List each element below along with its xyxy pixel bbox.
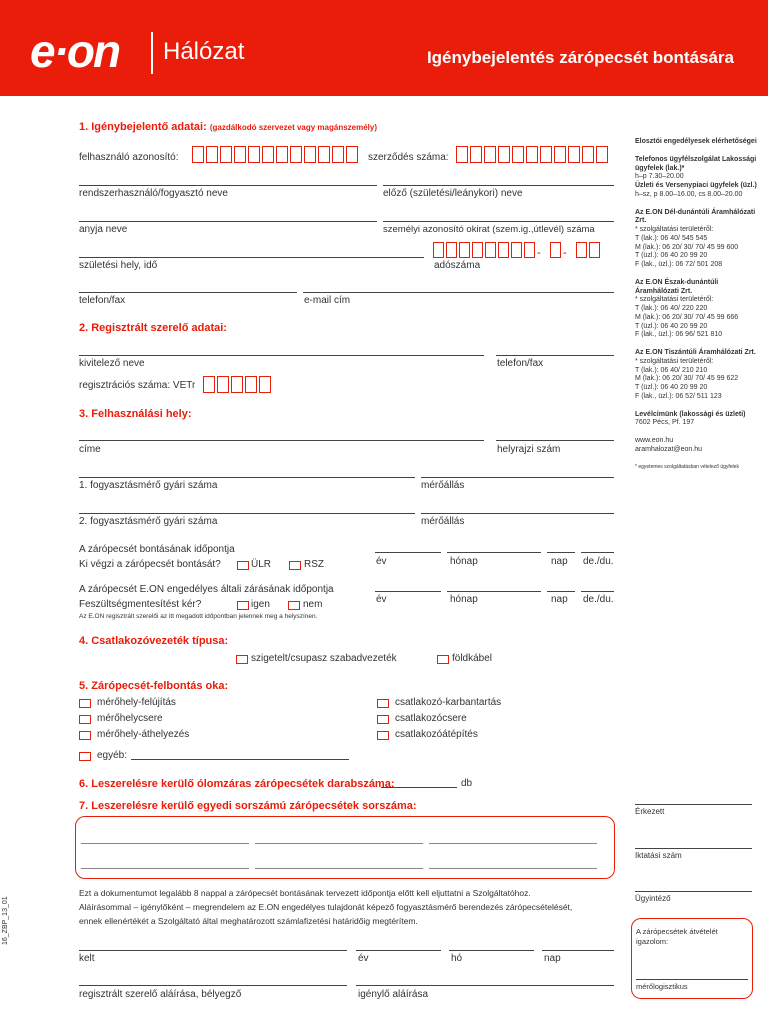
id-document-label: személyi azonosító okirat (szem.ig.,útlevél) száma [383, 224, 595, 235]
email-link[interactable]: aramhalozat@eon.hu [635, 445, 703, 453]
contractor-phone-field[interactable] [496, 355, 614, 356]
phone-fax-label: telefon/fax [79, 295, 126, 306]
meter2-reading-field[interactable] [421, 513, 614, 514]
section7-title: 7. Leszerelésre kerülő egyedi sorszámú zárópecsétek sorszáma: [79, 800, 417, 812]
meter-relocation-checkbox[interactable] [79, 731, 91, 740]
meter2-serial-label: 2. fogyasztásmérő gyári száma [79, 516, 218, 527]
closing-month-label: hónap [450, 594, 478, 605]
meter-relocation-label: mérőhely-áthelyezés [97, 729, 190, 740]
opening-month-field[interactable] [447, 552, 541, 553]
conn-maintenance-label: csatlakozó-karbantartás [395, 697, 502, 708]
phone-fax-field[interactable] [79, 292, 297, 293]
nw-phone: T (lak.): 06 40/ 220 220 [635, 305, 708, 312]
conn-replace-label: csatlakozócsere [395, 713, 467, 724]
meter1-reading-field[interactable] [421, 477, 614, 478]
land-registry-label: helyrajzi szám [497, 444, 561, 455]
seal-serials-box [75, 816, 615, 879]
closing-month-field[interactable] [447, 591, 541, 592]
id-document-field[interactable] [383, 221, 614, 222]
conn-rebuild-label: csatlakozóátépítés [395, 729, 478, 740]
declaration-line: Aláírásommal – igénylőként – megrendelem az E.ON engedélyes tulajdonát képező fogyasztásmérő berendezés zárópecsételését, [79, 902, 573, 912]
eon-logo: e·on [30, 25, 120, 77]
declaration-line: Ezt a dokumentumot legalább 8 nappal a zárópecsét bontásának tervezett időpontja előtt kell eljuttatni a Szolgáltatóhoz. [79, 888, 531, 898]
reg-number-label: Iktatási szám [635, 851, 682, 860]
previous-name-field[interactable] [383, 185, 614, 186]
email-label: e-mail cím [304, 295, 351, 306]
phone-service-hours: h–p 7.30–20.00 [635, 173, 684, 181]
seal-serial-field[interactable] [255, 843, 423, 844]
section3-title: 3. Felhasználási hely: [79, 408, 192, 420]
meter-renewal-label: mérőhely-felújítás [97, 697, 176, 708]
tax-number-label: adószáma [434, 260, 481, 271]
mail-title: Levélcímünk (lakossági és üzleti) [635, 410, 746, 418]
opening-year-field[interactable] [375, 552, 441, 553]
rsz-checkbox[interactable] [289, 561, 301, 570]
sw-phone: T (lak.): 06 40/ 545 545 [635, 234, 708, 242]
website-link[interactable]: www.eon.hu [635, 437, 674, 444]
previous-name-label: előző (születési/leánykori) neve [383, 188, 523, 199]
contractor-name-label: kivitelező neve [79, 358, 145, 369]
sw-mobile: M (lak.): 06 20/ 30/ 70/ 45 99 600 [635, 243, 739, 251]
underground-cable-checkbox[interactable] [437, 655, 449, 664]
tax-number-boxes[interactable]: - - [433, 242, 600, 258]
sign-year-field[interactable] [356, 950, 441, 951]
nw-mobile: M (lak.): 06 20/ 30/ 70/ 45 99 666 [635, 313, 739, 321]
closing-year-field[interactable] [375, 591, 441, 592]
user-id-label: felhasználó azonosító: [79, 152, 179, 163]
section4-title: 4. Csatlakozóvezeték típusa: [79, 635, 229, 647]
overhead-line-label: szigetelt/csupasz szabadvezeték [251, 653, 397, 664]
receipt-label: A zárópecsétek átvételét igazolom: [636, 927, 718, 946]
sidebar-footnote: * egyetemes szolgáltatásban vételező ügyfelek [635, 463, 739, 470]
section5-title: 5. Zárópecsét-felbontás oka: [79, 680, 229, 692]
voltage-yes-checkbox[interactable] [237, 601, 249, 610]
logo-divider [151, 32, 153, 74]
opening-time-label: A zárópecsét bontásának időpontja [79, 544, 235, 555]
conn-rebuild-checkbox[interactable] [377, 731, 389, 740]
clerk-field[interactable] [635, 891, 752, 892]
sw-company-title: Az E.ON Dél-dunántúli Áramhálózati Zrt. [635, 208, 756, 225]
section6-title: 6. Leszerelésre kerülő ólomzáras zárópecsétek darabszáma: [79, 778, 395, 790]
meter2-reading-label: mérőállás [421, 516, 465, 527]
sign-month-field[interactable] [449, 950, 534, 951]
date-place-label: kelt [79, 953, 95, 964]
installer-signature-label: regisztrált szerelő aláírása, bélyegző [79, 989, 242, 1000]
underground-cable-label: földkábel [452, 653, 493, 664]
meter-renewal-checkbox[interactable] [79, 699, 91, 708]
contract-number-boxes[interactable] [456, 146, 608, 163]
seal-serial-field[interactable] [255, 868, 423, 869]
opening-month-label: hónap [450, 556, 478, 567]
meter1-serial-field[interactable] [79, 477, 415, 478]
contacts-title: Elosztói engedélyesek elérhetőségei [635, 138, 757, 145]
who-opens-label: Ki végzi a zárópecsét bontását? [79, 559, 221, 570]
email-field[interactable] [303, 292, 614, 293]
sign-year-label: év [358, 953, 369, 964]
e-mobile: M (lak.): 06 20/ 30/ 70/ 45 99 622 [635, 375, 739, 383]
arrived-field[interactable] [635, 804, 752, 805]
seal-serial-field[interactable] [429, 843, 597, 844]
opening-year-label: év [376, 556, 387, 567]
conn-replace-checkbox[interactable] [377, 715, 389, 724]
form-code: 16_ZBP_13_01 [2, 896, 9, 945]
system-user-name-label: rendszerhasználó/fogyasztó neve [79, 188, 228, 199]
nw-area: * szolgáltatási területéről: [635, 296, 714, 304]
section1-title [79, 121, 377, 133]
lead-seal-unit: db [461, 778, 473, 789]
contractor-name-field[interactable] [79, 355, 484, 356]
mail-address: 7602 Pécs, Pf. 197 [635, 419, 695, 427]
closing-day-field[interactable] [547, 591, 575, 592]
opening-ampm-field[interactable] [581, 552, 614, 553]
user-id-boxes[interactable] [192, 146, 358, 163]
system-user-name-field[interactable] [79, 185, 377, 186]
e-business-phone: T (üzl.): 06 40 20 99 20 [635, 384, 708, 391]
mother-name-label: anyja neve [79, 224, 128, 235]
voltage-no-label: nem [303, 599, 323, 610]
clerk-label: Ügyintéző [635, 894, 671, 903]
meter-replace-checkbox[interactable] [79, 715, 91, 724]
meter-logistics-label: mérőlogisztikus [636, 982, 688, 991]
declaration-line: ennek ellenértékét a Szolgáltató által meghatározott számlafizetési határidőig megtérítem. [79, 916, 418, 926]
meter2-serial-field[interactable] [79, 513, 415, 514]
section1-title-text: 1. Igénybejelentő adatai: [79, 121, 207, 133]
section1-subtitle: (gazdálkodó szervezet vagy magánszemély) [209, 123, 378, 132]
section2-title: 2. Regisztrált szerelő adatai: [79, 322, 227, 334]
birth-place-date-field[interactable] [79, 257, 424, 258]
nw-company-title: Az E.ON Észak-dunántúli Áramhálózati Zrt. [635, 278, 719, 295]
closing-time-label: A zárópecsét E.ON engedélyes általi zárásának időpontja [79, 584, 334, 595]
installer-signature-field[interactable] [79, 985, 347, 986]
sw-area: * szolgáltatási területéről: [635, 226, 714, 233]
opening-day-field[interactable] [547, 552, 575, 553]
address-label: címe [79, 444, 101, 455]
e-fax: F (lak., üzl.): 06 52/ 511 123 [635, 392, 722, 400]
sign-month-label: hó [451, 953, 463, 964]
ulr-checkbox[interactable] [237, 561, 249, 570]
requester-signature-field[interactable] [356, 985, 614, 986]
contract-number-label: szerződés száma: [368, 152, 449, 163]
contact-sidebar [635, 138, 763, 470]
closing-ampm-label: de./du. [583, 594, 614, 605]
ulr-label: ÜLR [251, 559, 272, 570]
phone-service-title: Telefonos ügyfélszolgálat Lakossági ügyfelek (lak.)* [635, 155, 757, 172]
rsz-label: RSZ [304, 559, 324, 570]
meter1-reading-label: mérőállás [421, 480, 465, 491]
document-title: Igénybejelentés zárópecsét bontására [426, 48, 734, 67]
business-service-hours: h–sz, p 8.00–16.00, cs 8.00–20.00 [635, 190, 743, 198]
date-place-field[interactable] [79, 950, 347, 951]
closing-ampm-field[interactable] [581, 591, 614, 592]
sign-day-label: nap [544, 953, 561, 964]
declaration-text [79, 886, 624, 928]
seal-serial-field[interactable] [81, 868, 249, 869]
closing-year-label: év [376, 594, 387, 605]
overhead-line-checkbox[interactable] [236, 655, 248, 664]
business-service-title: Üzleti és Versenypiaci ügyfelek (üzl.) [635, 182, 757, 189]
meter1-serial-label: 1. fogyasztásmérő gyári száma [79, 480, 218, 491]
meter-replace-label: mérőhelycsere [97, 713, 163, 724]
birth-place-date-label: születési hely, idő [79, 260, 158, 271]
registration-number-label: regisztrációs száma: VETr [79, 380, 196, 391]
voltage-no-checkbox[interactable] [288, 601, 300, 610]
contractor-phone-label: telefon/fax [497, 358, 544, 369]
nw-business-phone: T (üzl.): 06 40 20 99 20 [635, 322, 708, 330]
reg-number-field[interactable] [635, 848, 752, 849]
sw-fax: F (lak., üzl.): 06 72/ 501 208 [635, 261, 723, 268]
opening-day-label: nap [551, 556, 568, 567]
conn-maintenance-checkbox[interactable] [377, 699, 389, 708]
seal-serial-field[interactable] [429, 868, 597, 869]
closing-day-label: nap [551, 594, 568, 605]
e-phone: T (lak.): 06 40/ 210 210 [635, 366, 708, 374]
voltage-yes-label: igen [251, 599, 270, 610]
other-reason-field[interactable] [131, 759, 349, 760]
sw-business-phone: T (üzl.): 06 40 20 99 20 [635, 252, 708, 260]
receipt-signature-field[interactable] [636, 979, 748, 980]
land-registry-field[interactable] [496, 440, 614, 441]
nw-fax: F (lak., üzl.): 06 96/ 521 810 [635, 331, 723, 339]
e-company-title: Az E.ON Tiszántúli Áramhálózati Zrt. [635, 349, 756, 356]
e-area: * szolgáltatási területéről: [635, 357, 714, 365]
registration-number-boxes[interactable] [203, 376, 271, 393]
other-reason-label: egyéb: [97, 750, 128, 761]
voltage-free-label: Feszültségmentesítést kér? [79, 599, 202, 610]
lead-seal-count-field[interactable] [381, 787, 457, 788]
sign-day-field[interactable] [542, 950, 614, 951]
seal-serial-field[interactable] [81, 843, 249, 844]
appointment-note: Az E.ON regisztrált szerelői az itt megadott időpontban jelennek meg a helyszínen. [79, 613, 318, 620]
logo-subtitle: Hálózat [163, 38, 245, 65]
requester-signature-label: igénylő aláírása [358, 989, 429, 1000]
arrived-label: Érkezett [635, 807, 665, 816]
address-field[interactable] [79, 440, 484, 441]
opening-ampm-label: de./du. [583, 556, 614, 567]
mother-name-field[interactable] [79, 221, 377, 222]
other-reason-checkbox[interactable] [79, 752, 91, 761]
